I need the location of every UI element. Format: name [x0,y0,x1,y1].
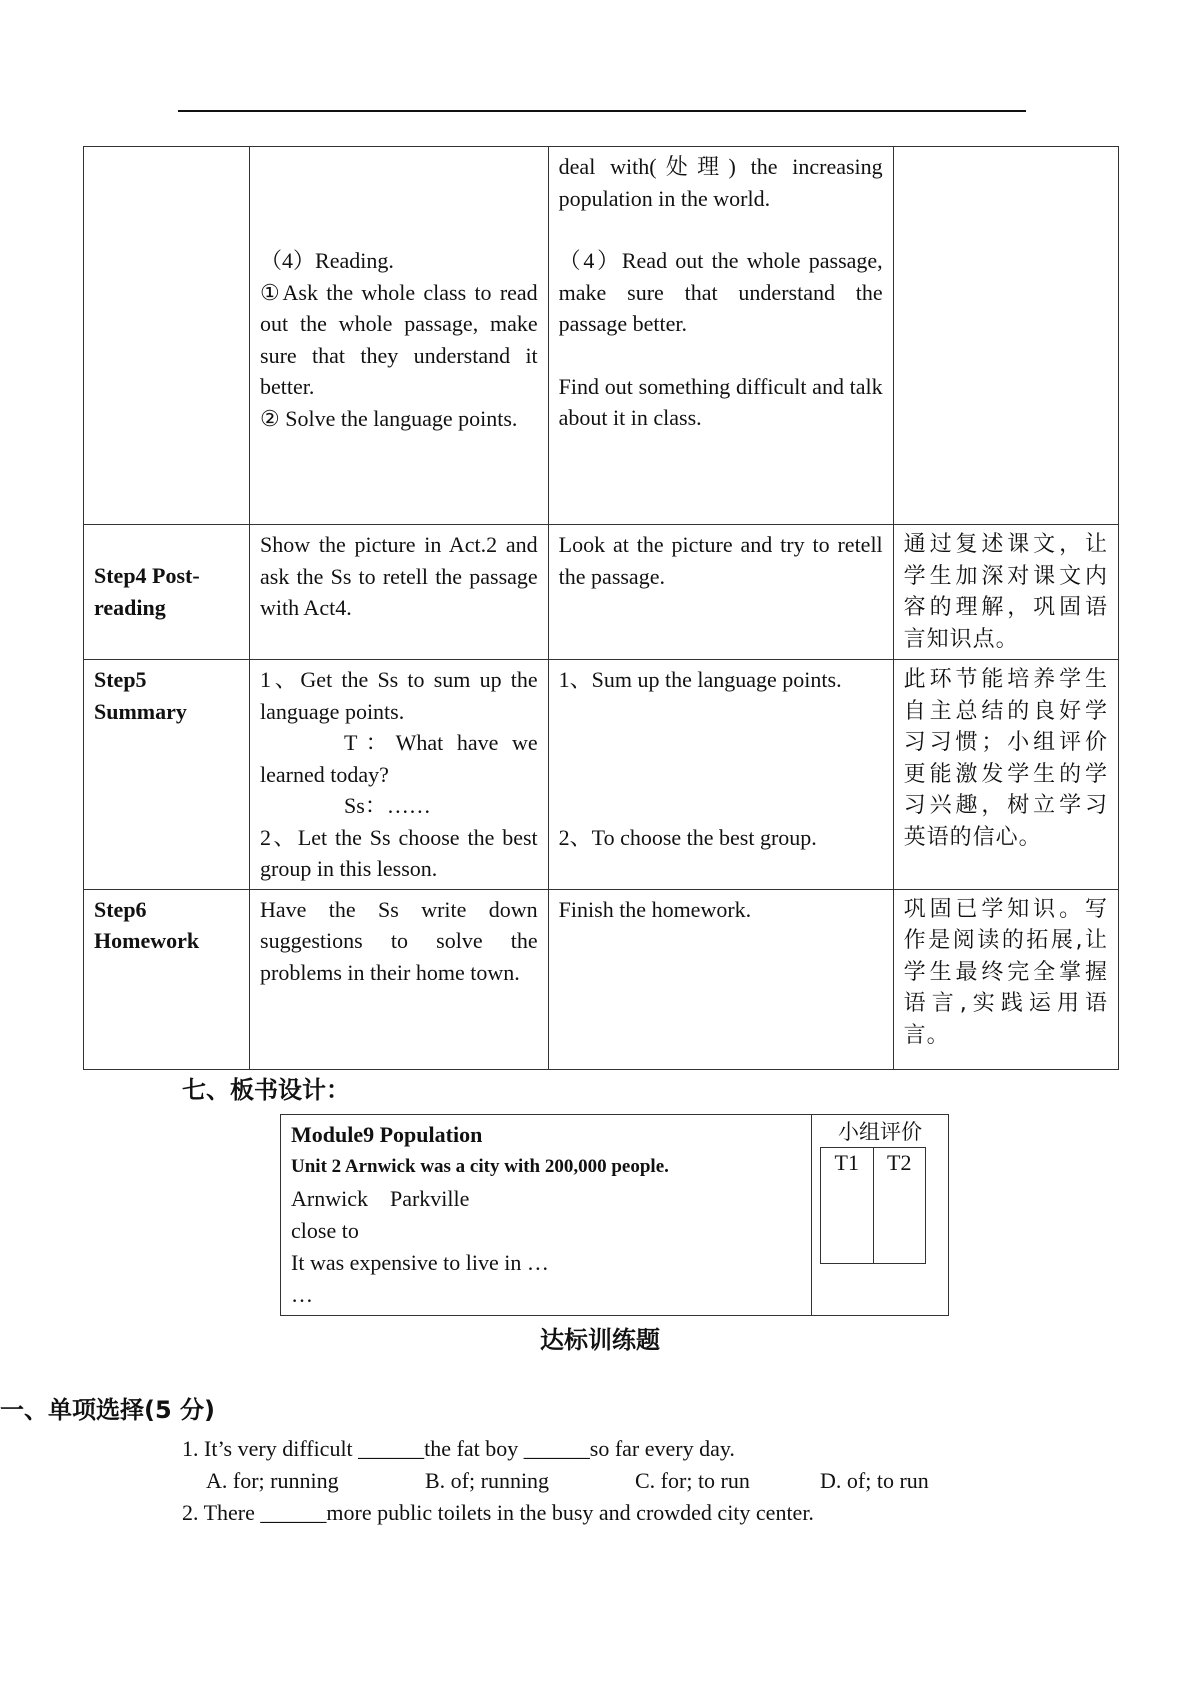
step-cell [84,147,250,525]
board-title: Module9 Population [291,1122,483,1147]
step-label: Step4 Post-reading [94,563,200,620]
teacher-summary-item-1: 1、Get the Ss to sum up the language points. [260,667,538,724]
lesson-plan-table [83,146,1119,1070]
student-summary-item-2: 2、To choose the best group. [558,824,817,850]
teacher-reading-item-1: ①Ask the whole class to read out the whole passage, make sure that they understand it better. [260,279,538,399]
intent-cell: 此环节能培养学生自主总结的良好学习习惯；小组评价更能激发学生的学习兴趣，树立学习英语的信心。 [893,660,1118,890]
teacher-activity-cell: Have the Ss write down suggestions to solve the problems in their home town. [250,889,549,1069]
student-difficult-item: Find out something difficult and talk about it in class. [558,373,883,430]
student-activity-cell: Look at the picture and try to retell the passage. [548,525,893,660]
header-rule [178,110,1026,112]
question-1-option-b: B. of; running [425,1468,550,1493]
step-label: Step5 Summary [94,667,187,724]
exercise-title: 达标训练题 [540,1326,660,1354]
student-summary-item-1: 1、Sum up the language points. [558,667,842,692]
teacher-summary-question: T：What have we learned today? [260,730,538,787]
team-2-column: T2 [873,1148,926,1264]
teacher-summary-item-2: 2、Let the Ss choose the best group in this lesson. [260,824,538,881]
board-subtitle: Unit 2 Arnwick was a city with 200,000 people. [291,1156,669,1177]
table-row [84,889,1119,1069]
intent-cell: 巩固已学知识。写作是阅读的拓展,让学生最终完全掌握语言,实践运用语言。 [893,889,1118,1069]
table-row [84,660,1119,890]
table-row [84,525,1119,660]
group-evaluation-title: 小组评价 [838,1120,922,1144]
student-reading-item: （4）Read out the whole passage, make sure that understand the passage better. [558,248,883,336]
step-cell [84,660,250,890]
student-activity-cell [548,147,893,525]
student-activity-cell [548,660,893,890]
student-continued-text: deal with(处理) the increasing population in the world. [558,154,883,211]
teacher-summary-answer: Ss：…… [344,793,431,818]
table-row [84,147,1119,525]
teacher-reading-item-2: ② Solve the language points. [260,405,518,431]
teacher-activity-cell [250,660,549,890]
question-1-option-d: D. of; to run [820,1468,929,1493]
question-1: 1. It’s very difficult ______the fat boy ______so far every day. [182,1436,735,1461]
group-evaluation-table [820,1147,926,1264]
intent-cell: 通过复述课文，让学生加深对课文内容的理解，巩固语言知识点。 [893,525,1118,660]
teacher-reading-title: （4）Reading. [260,248,394,273]
step-cell [84,889,250,1069]
step-label: Step6 Homework [94,896,200,953]
board-line-phrase: close to [291,1218,359,1243]
team-1-column: T1 [821,1148,874,1264]
student-activity-cell: Finish the homework. [548,889,893,1069]
question-1-option-a: A. for; running [206,1468,339,1493]
section-single-choice-heading: 一、单项选择(5 分) [0,1396,215,1424]
step-cell [84,525,250,660]
board-line-sentence: It was expensive to live in … [291,1250,549,1275]
board-line-ellipsis: … [291,1282,313,1307]
question-1-option-c: C. for; to run [635,1468,750,1493]
board-line-places: Arnwick Parkville [291,1186,470,1211]
intent-cell [893,147,1118,525]
teacher-activity-cell: Show the picture in Act.2 and ask the Ss to retell the passage with Act4. [250,525,549,660]
board-content-cell [281,1115,812,1316]
board-design-table [280,1114,949,1316]
teacher-activity-cell [250,147,549,525]
board-design-heading: 七、板书设计： [182,1076,350,1104]
question-2: 2. There ______more public toilets in the busy and crowded city center. [182,1500,814,1525]
group-evaluation-cell [812,1115,949,1316]
